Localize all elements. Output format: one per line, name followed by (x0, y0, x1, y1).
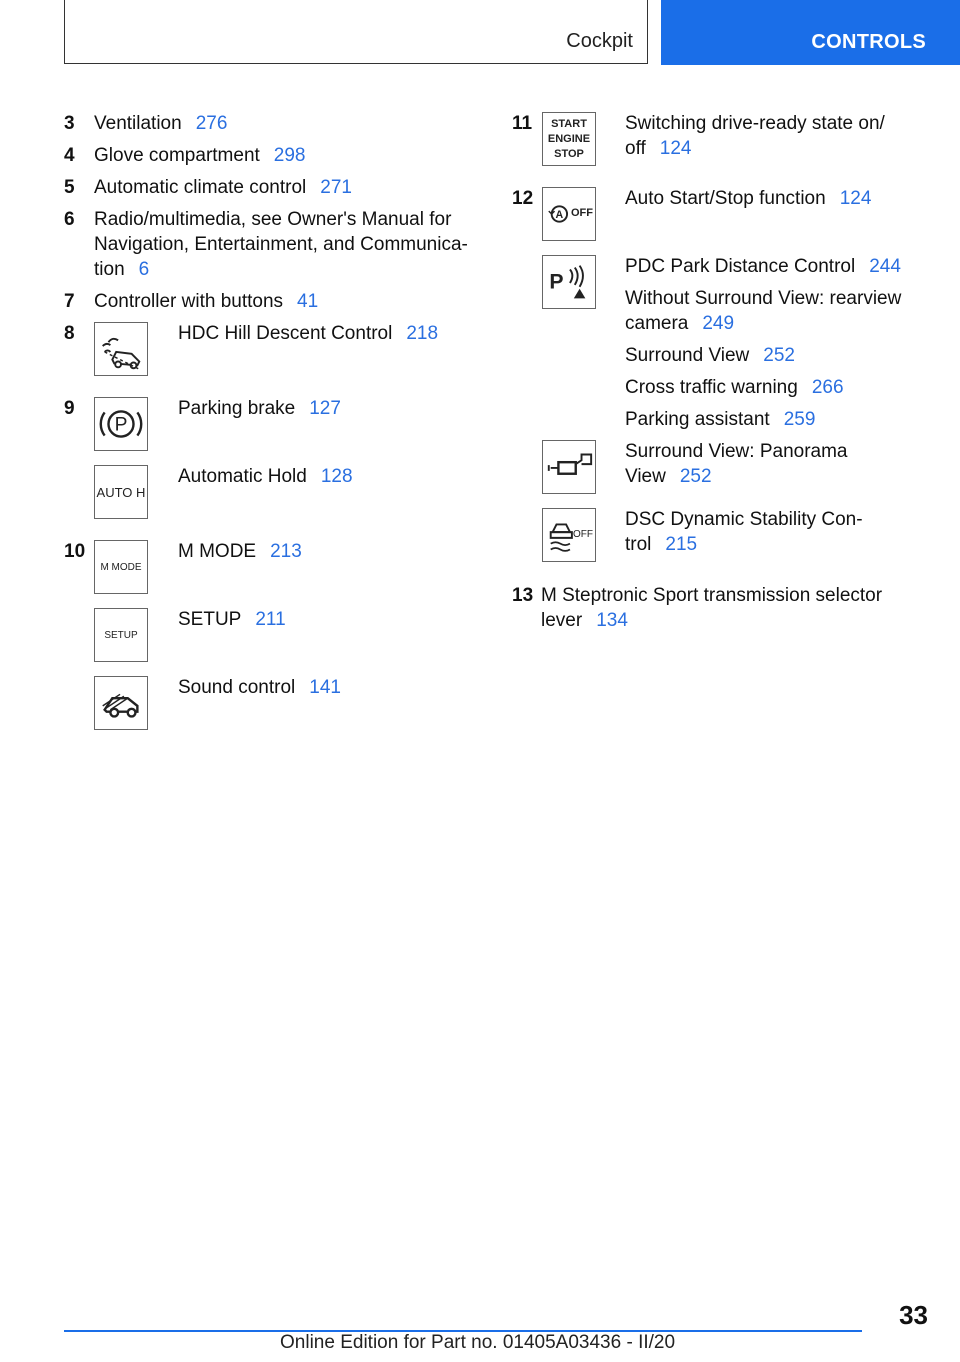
icon-label: M MODE (100, 561, 142, 573)
svg-text:P: P (114, 414, 128, 436)
page-ref-link[interactable]: 218 (406, 323, 439, 344)
list-item (625, 507, 863, 557)
list-item (94, 111, 227, 136)
item-text: Automatic climate control (94, 177, 307, 198)
item-number: 3 (64, 113, 75, 134)
list-item (178, 321, 438, 346)
list-item (178, 464, 353, 489)
item-text-line: View (625, 466, 666, 487)
list-item (94, 289, 318, 314)
item-text-line: Switching drive-ready state on/ (625, 113, 885, 134)
page-number: 33 (899, 1300, 928, 1330)
item-text: HDC Hill Descent Control (178, 323, 393, 344)
item-number: 8 (64, 323, 75, 344)
item-text-line: DSC Dynamic Stability Con- (625, 509, 863, 530)
item-text: Parking brake (178, 398, 296, 419)
item-number: 5 (64, 177, 75, 198)
setup-icon (94, 608, 148, 662)
page-ref-link[interactable]: 211 (255, 609, 286, 630)
icon-label-line: ENGINE (547, 133, 591, 145)
page-ref-link[interactable]: 252 (763, 345, 795, 366)
footer-edition: Online Edition for Part no. 01405A03436 - II/20 (280, 1332, 676, 1353)
list-item (178, 607, 286, 632)
item-text: Controller with buttons (94, 291, 284, 312)
item-number: 10 (64, 541, 86, 562)
page-ref-link[interactable]: 276 (195, 113, 228, 134)
header-section-title: Cockpit (566, 30, 633, 52)
item-text-line: Without Surround View: rearview (625, 288, 902, 309)
list-item (94, 207, 468, 282)
item-number: 6 (64, 209, 75, 230)
parking-brake-icon (94, 397, 148, 451)
list-item (541, 583, 882, 633)
page-ref-link[interactable]: 266 (811, 377, 844, 398)
item-number: 12 (512, 188, 534, 209)
item-text: Sound control (178, 677, 296, 698)
page-ref-link[interactable]: 215 (665, 534, 698, 555)
item-number: 9 (64, 398, 75, 419)
page-ref-link[interactable]: 252 (679, 466, 712, 487)
list-item (178, 675, 341, 700)
item-text: Glove compartment (94, 145, 260, 166)
sound-control-icon (94, 676, 148, 730)
item-text: Ventilation (94, 113, 182, 134)
item-text: SETUP (178, 609, 242, 630)
item-number: 13 (512, 585, 534, 606)
header-chapter-box (661, 0, 960, 65)
item-text-line: Surround View: Panorama (625, 441, 848, 462)
page-ref-link[interactable]: 128 (320, 466, 353, 487)
list-item (625, 407, 815, 432)
item-text: Surround View (625, 345, 750, 366)
item-text-line: off (625, 138, 646, 159)
item-text: Automatic Hold (178, 466, 307, 487)
item-text-line: M Steptronic Sport transmission selector (541, 585, 883, 606)
list-item (625, 375, 844, 400)
icon-label: OFF (573, 529, 593, 540)
list-item (625, 254, 901, 279)
page-ref-link[interactable]: 41 (297, 291, 319, 312)
item-text-line: camera (625, 313, 689, 334)
item-text: Parking assistant (625, 409, 770, 430)
item-text-line: Navigation, Entertainment, and Communica- (94, 234, 468, 255)
list-item (625, 186, 871, 211)
page-ref-link[interactable]: 141 (309, 677, 341, 698)
item-text-line: Radio/multimedia, see Owner's Manual for (94, 209, 452, 230)
page-ref-link[interactable]: 124 (659, 138, 692, 159)
m-mode-icon (94, 540, 148, 594)
list-item (178, 539, 302, 564)
page-ref-link[interactable]: 298 (273, 145, 306, 166)
list-item (625, 343, 795, 368)
icon-label-line: STOP (554, 148, 584, 160)
icon-label: AUTO H (96, 484, 146, 500)
header-section-box (64, 0, 648, 64)
list-item (625, 439, 848, 489)
auto-start-stop-off-icon (542, 187, 596, 241)
header-chapter-title: CONTROLS (811, 31, 926, 53)
page-ref-link[interactable]: 249 (702, 313, 735, 334)
dsc-off-icon (542, 508, 596, 562)
item-text-line: trol (625, 534, 652, 555)
page-ref-link[interactable]: 213 (270, 541, 302, 562)
list-item (178, 396, 341, 421)
list-item (94, 175, 352, 200)
page-ref-link[interactable]: 124 (839, 188, 872, 209)
page-ref-link[interactable]: 6 (138, 259, 150, 280)
page-ref-link[interactable]: 244 (869, 256, 901, 277)
item-number: 4 (64, 145, 75, 166)
icon-label: SETUP (104, 629, 138, 641)
svg-text:A: A (555, 208, 564, 221)
list-item (625, 111, 885, 161)
list-item (625, 286, 901, 336)
page-ref-link[interactable]: 134 (596, 610, 628, 631)
list-item (94, 143, 306, 168)
page-ref-link[interactable]: 127 (309, 398, 341, 419)
hdc-hill-descent-icon (94, 322, 148, 376)
icon-label-line: START (551, 118, 587, 130)
start-engine-stop-icon (542, 112, 596, 166)
item-text-line: tion (94, 259, 125, 280)
pdc-park-distance-icon (542, 255, 596, 309)
page-ref-link[interactable]: 259 (783, 409, 816, 430)
item-text: PDC Park Distance Control (625, 256, 856, 277)
item-text-line: lever (541, 610, 583, 631)
item-number: 7 (64, 291, 75, 312)
surround-view-panorama-icon (542, 440, 596, 494)
item-text: Cross traffic warning (625, 377, 798, 398)
icon-label: OFF (571, 207, 593, 219)
item-text: Auto Start/Stop function (625, 188, 826, 209)
svg-text:P: P (549, 270, 564, 294)
auto-hold-icon (94, 465, 148, 519)
item-text: M MODE (178, 541, 257, 562)
page-ref-link[interactable]: 271 (320, 177, 352, 198)
item-number: 11 (512, 113, 533, 134)
